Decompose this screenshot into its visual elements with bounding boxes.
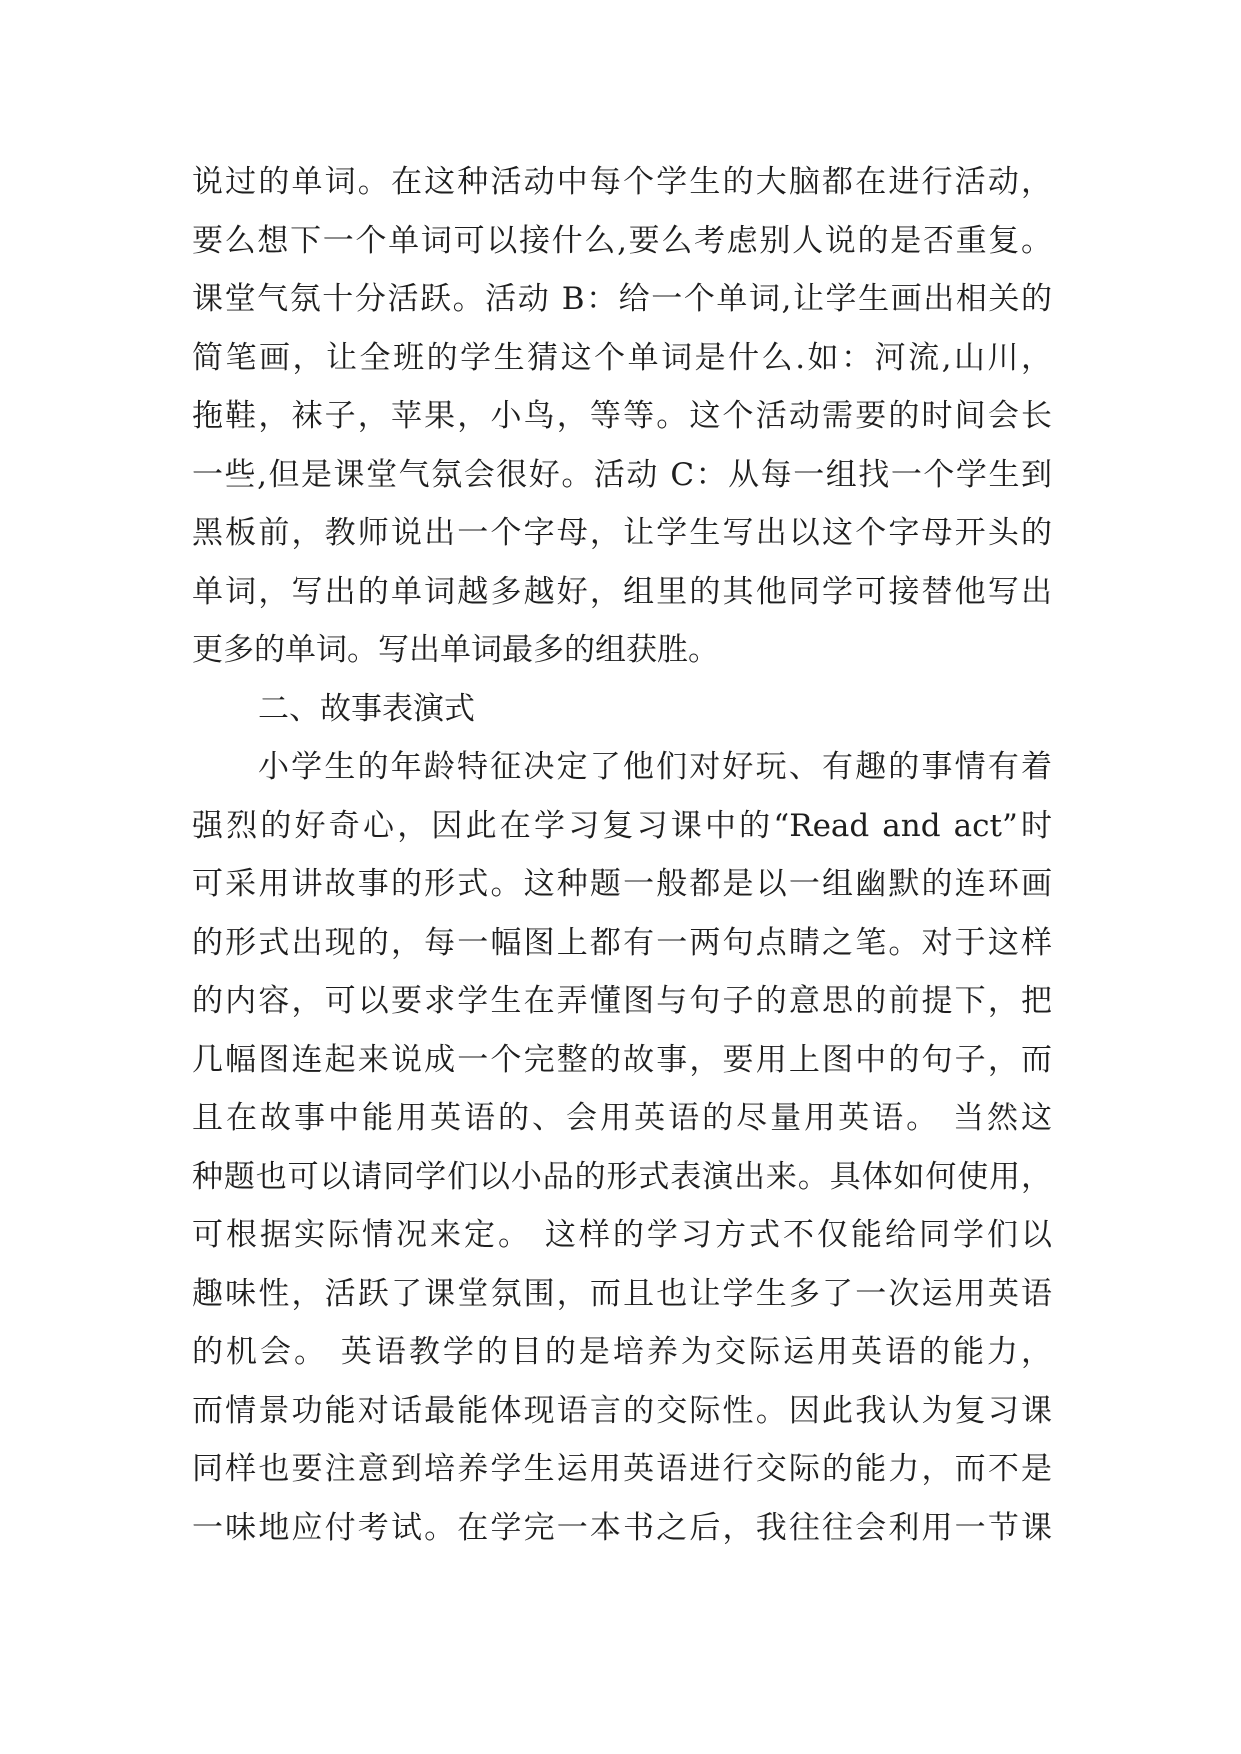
body-text-line: 几幅图连起来说成一个完整的故事，要用上图中的句子，而 bbox=[192, 1041, 1052, 1078]
body-text-line: 要么想下一个单词可以接什么,要么考虑别人说的是否重复。 bbox=[192, 222, 1052, 259]
body-text-line: 一味地应付考试。在学完一本书之后，我往往会利用一节课 bbox=[192, 1509, 1052, 1546]
section-heading: 二、故事表演式 bbox=[258, 690, 475, 727]
body-text-line: 简笔画，让全班的学生猜这个单词是什么.如：河流,山川， bbox=[192, 339, 1052, 376]
body-text-line: 而情景功能对话最能体现语言的交际性。因此我认为复习课 bbox=[192, 1392, 1052, 1429]
body-text-line: 拖鞋，袜子，苹果，小鸟，等等。这个活动需要的时间会长 bbox=[192, 398, 1052, 434]
body-text-line: 一些,但是课堂气氛会很好。活动 C：从每一组找一个学生到 bbox=[192, 456, 1052, 493]
body-text-line: 黑板前，教师说出一个字母，让学生写出以这个字母开头的 bbox=[192, 515, 1052, 551]
body-text-line: 更多的单词。写出单词最多的组获胜。 bbox=[192, 632, 719, 668]
body-text-line: 单词，写出的单词越多越好，组里的其他同学可接替他写出 bbox=[192, 573, 1052, 610]
body-text-line: 的机会。 英语教学的目的是培养为交际运用英语的能力， bbox=[192, 1334, 1052, 1370]
body-text-line: 且在故事中能用英语的、会用英语的尽量用英语。 当然这 bbox=[192, 1100, 1052, 1136]
body-text-line: 可采用讲故事的形式。这种题一般都是以一组幽默的连环画 bbox=[192, 866, 1052, 902]
body-text-line: 同样也要注意到培养学生运用英语进行交际的能力，而不是 bbox=[192, 1451, 1052, 1487]
paragraph-first-line: 小学生的年龄特征决定了他们对好玩、有趣的事情有着 bbox=[258, 749, 1052, 785]
body-text-line: 趣味性，活跃了课堂氛围，而且也让学生多了一次运用英语 bbox=[192, 1275, 1052, 1312]
body-text-line: 可根据实际情况来定。 这样的学习方式不仅能给同学们以 bbox=[192, 1217, 1052, 1253]
body-text-line: 课堂气氛十分活跃。活动 B：给一个单词,让学生画出相关的 bbox=[192, 281, 1052, 317]
body-text-line: 的内容，可以要求学生在弄懂图与句子的意思的前提下，把 bbox=[192, 983, 1052, 1019]
body-text-line: 强烈的好奇心，因此在学习复习课中的“Read and act”时 bbox=[192, 807, 1052, 844]
body-text-line: 说过的单词。在这种活动中每个学生的大脑都在进行活动， bbox=[192, 164, 1052, 200]
body-text-line: 的形式出现的，每一幅图上都有一两句点睛之笔。对于这样 bbox=[192, 924, 1052, 961]
document-body bbox=[192, 153, 1052, 1557]
body-text-line: 种题也可以请同学们以小品的形式表演出来。具体如何使用， bbox=[192, 1158, 1052, 1195]
